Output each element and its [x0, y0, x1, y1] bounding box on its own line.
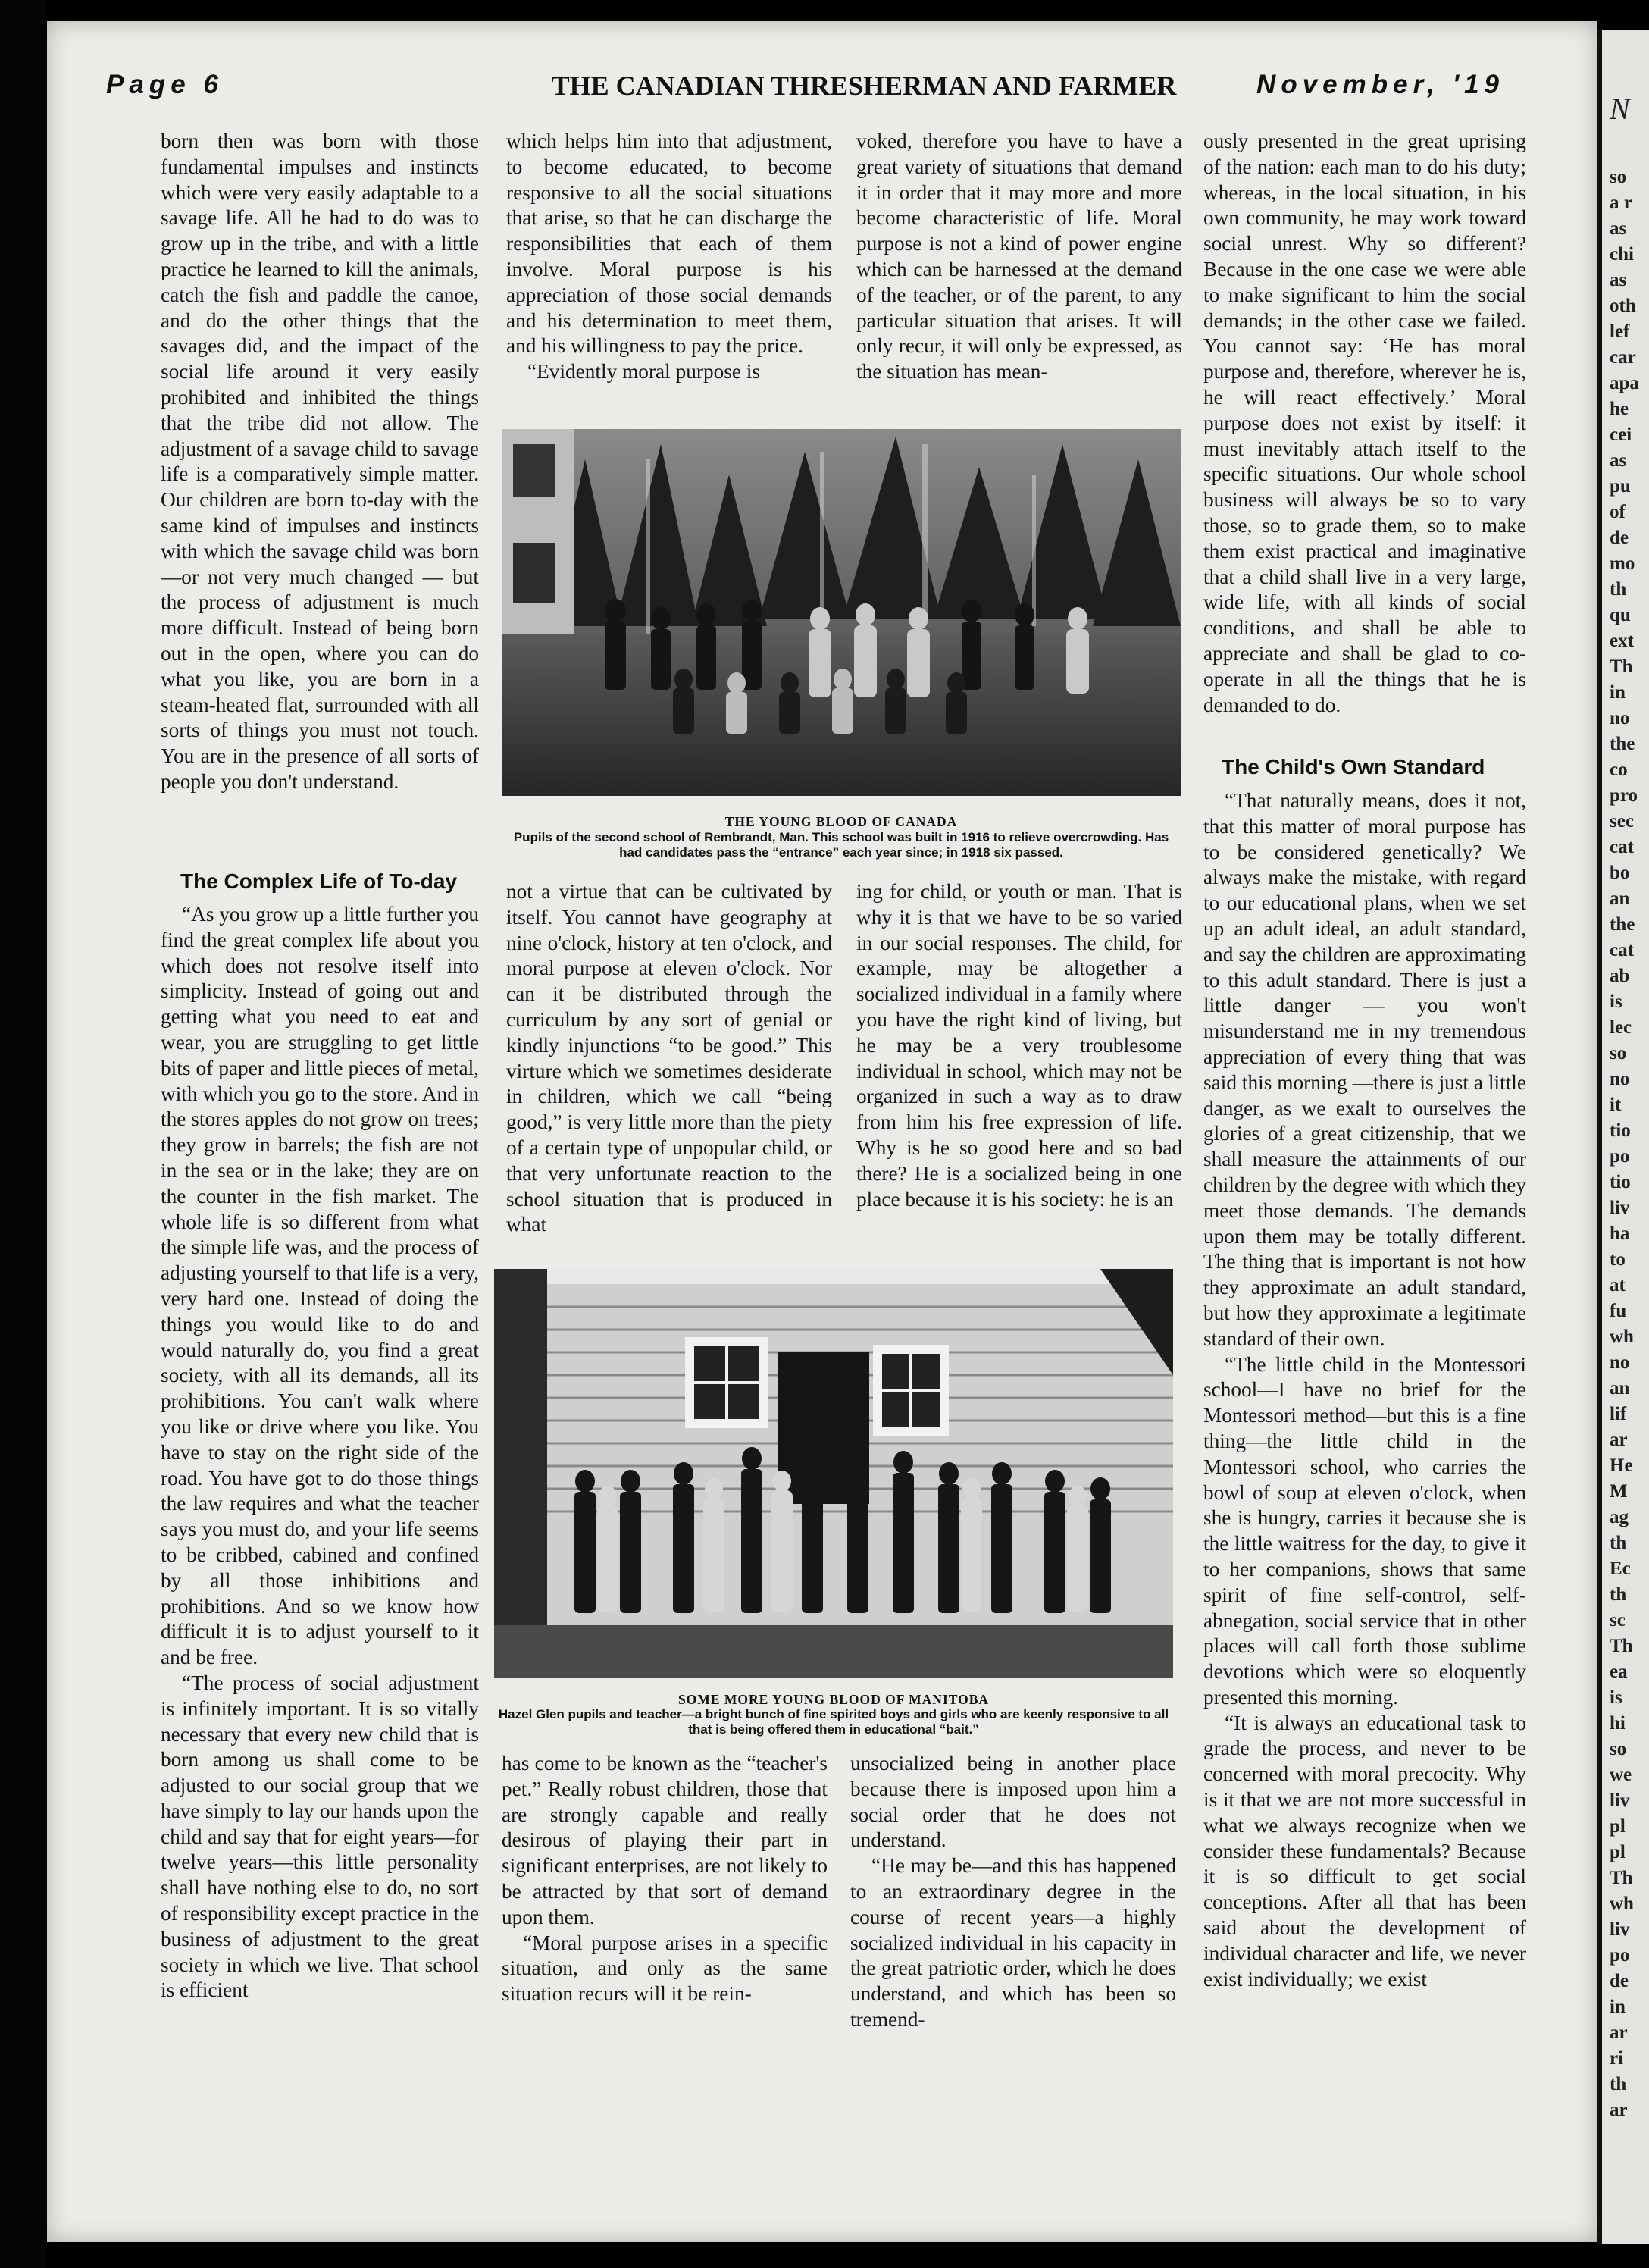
adjacent-page-fragment: lef: [1610, 321, 1630, 342]
column-1-bottom: [161, 902, 479, 2221]
adjacent-page-fragment: qu: [1610, 605, 1631, 625]
issue-date: November, '19: [1256, 70, 1504, 99]
photo-1-caption: Pupils of the second school of Rembrandt, Man. This school was built in 1916 to relieve overcrowding. Has had candidates pass the “entrance” each year since; in 1918 six passed.: [513, 830, 1169, 860]
paragraph: “That naturally means, does it not, that this matter of moral purpose has to be considered genetically? We always make the mistake, with regard to our educational plans, when we set up an adult ideal, an adult standard, and say the children are approximating to this adult standard. There is just a little danger — you won't misunderstand me in my tremendous appreciation of every thing that was said this morning —there is just a little danger, as we exalt to ourselves the glories of a great citizenship, that we shall measure the attainments of our children by the degree with which they meet those demands. The demands upon them may be totally different. The thing that is important is not how they approximate an adult standard, but how they approximate a legitimate standard of their own.: [1203, 789, 1526, 1350]
adjacent-page-fragment: apa: [1610, 373, 1639, 393]
adjacent-page-fragment: oth: [1610, 296, 1636, 316]
adjacent-page-fragment: in: [1610, 682, 1626, 703]
subheading: The Child's Own Standard: [1222, 755, 1485, 778]
adjacent-page-fragment: of: [1610, 502, 1626, 522]
paragraph: which helps him into that adjustment, to become educated, to become responsive to all the social situations that arise, so that he can discharge the responsibilities that each of them involve. Moral purpose is his appreciation of those social demands and his determination to meet them, and his willingness to pay the price.: [506, 130, 832, 358]
adjacent-page-fragment: chi: [1610, 244, 1634, 265]
paragraph: “Evidently moral purpose is: [527, 360, 761, 384]
column-3-top: [856, 129, 1182, 406]
adjacent-page-fragment: th: [1610, 1584, 1627, 1605]
scanner-border: [0, 0, 47, 2268]
adjacent-page-fragment: ab: [1610, 966, 1630, 986]
adjacent-page-edge: [1597, 30, 1649, 2244]
adjacent-page-fragment: He: [1610, 1455, 1633, 1476]
adjacent-page-fragment: he: [1610, 399, 1629, 419]
schoolhouse-photo: [494, 1269, 1173, 1678]
photo-illustration: [502, 429, 1181, 796]
adjacent-page-fragment: ha: [1610, 1223, 1630, 1244]
paragraph: “The process of social adjustment is infinitely important. It is so vitally necessary that every new child that is born among us shall come to be adjusted to our social group that we have simply to lay our hands upon the child and say that for eight years—for twelve years—this little personality shall have nothing else to do, no sort of responsibility except practice in the business of adjustment to the great society in which we live. That school is efficient: [161, 1671, 479, 2002]
adjacent-page-fragment: as: [1610, 218, 1627, 239]
adjacent-page-fragment: bo: [1610, 863, 1630, 883]
paragraph: “Moral purpose arises in a specific situation, and only as the same situation recurs will it be rein-: [502, 1931, 828, 2006]
adjacent-page-fragment: an: [1610, 888, 1630, 909]
paragraph: “It is always an educational task to grade the process, and never to be concerned with moral precocity. Why is it that we are not more successful in what we always recognize when we consider these fundamentals? Because it is so difficult to get social conceptions. After all that has been said about the development of individual character and life, we never exist individually; we exist: [1203, 1711, 1526, 1991]
adjacent-page-fragment: Th: [1610, 656, 1633, 677]
adjacent-page-fragment: is: [1610, 991, 1622, 1012]
column-4-top: [1203, 129, 1526, 740]
adjacent-page-fragment: th: [1610, 2074, 1627, 2094]
adjacent-page-fragment: lec: [1610, 1017, 1632, 1038]
adjacent-page-fragment: mo: [1610, 553, 1635, 574]
paragraph: ing for child, or youth or man. That is why it is that we have to be so varied in our social responses. The child, for example, may be altogether a socialized individual in a family where you have the right kind of living, but he may be a very troublesome individual in school, which may not be organized in such a way as to draw from him his free expression of life. Why is he so good here and so bad there? He is a socialized being in one place because it is his society: he is an: [856, 880, 1182, 1211]
adjacent-page-fragment: po: [1610, 1146, 1630, 1167]
adjacent-page-fragment: wh: [1610, 1894, 1634, 1914]
adjacent-page-fragment: pl: [1610, 1816, 1626, 1837]
adjacent-page-fragment: th: [1610, 579, 1627, 600]
adjacent-page-fragment: cei: [1610, 424, 1632, 445]
adjacent-page-fragment: in: [1610, 1997, 1626, 2017]
adjacent-page-fragment: lif: [1610, 1404, 1627, 1424]
paragraph: ously presented in the great uprising of the nation: each man to do his duty; whereas, in the local situation, in his own community, he may work toward social unrest. Why so different? Because in the one case we were able to make significant to him the social demands; in the other case we failed. You cannot say: ‘He has moral purpose and, therefore, wherever he is, he will react effectively.’ Moral purpose does not exist by itself: it must inevitably attach itself to the specific situations. Our whole school business will always be so to vary those, so to grade them, so to make them exist practical and imaginative that a child shall live in a very large, wide life, with all kinds of social conditions, and shall be able to appreciate and shall be glad to co-operate in all the things that he is demanded to do.: [1203, 130, 1526, 716]
page-header: [106, 67, 1546, 112]
adjacent-page-fragment: so: [1610, 1739, 1627, 1759]
adjacent-page-fragment: liv: [1610, 1790, 1630, 1811]
adjacent-page-fragment: no: [1610, 708, 1630, 728]
paragraph: unsocialized being in another place because there is imposed upon him a social order that he does not understand.: [850, 1752, 1176, 1852]
adjacent-page-fragment: pl: [1610, 1842, 1626, 1862]
adjacent-page-fragment: the: [1610, 914, 1635, 935]
photo-1-title: THE YOUNG BLOOD OF CANADA: [724, 814, 958, 829]
paragraph: “He may be—and this has happened to an extraordinary degree in the course of recent years—a highly socialized individual in his capacity in the great patriotic order, which he does understand, and which has been so tremend-: [850, 1854, 1176, 2031]
adjacent-page-fragment: N: [1610, 92, 1630, 126]
paragraph: voked, therefore you have to have a great variety of situations that demand it in order that it may more and more become characteristic of life. Moral purpose is not a kind of power engine which can be harnessed at the demand of the teacher, or of the parent, to any particular situation that arises. It will only recur, it will only be expressed, as the situation has mean-: [856, 130, 1182, 384]
column-2-middle: [506, 879, 832, 1261]
adjacent-page-fragment: the: [1610, 734, 1635, 754]
adjacent-page-fragment: is: [1610, 1687, 1622, 1708]
adjacent-page-fragment: it: [1610, 1095, 1622, 1115]
adjacent-page-fragment: no: [1610, 1352, 1630, 1373]
adjacent-page-fragment: sc: [1610, 1610, 1626, 1631]
adjacent-page-fragment: sec: [1610, 811, 1634, 832]
paragraph: not a virtue that can be cultivated by itself. You cannot have geography at nine o'clock, history at ten o'clock, and moral purpose at eleven o'clock. Nor can it be distributed through the curriculum by any sort of genial or kindly injunctions “to be good.” This virture which we sometimes desiderate in children, which we call “being good,” is very little more than the piety of a certain type of unpopular child, or that very unfortunate reaction to the school situation that is produced in what: [506, 880, 832, 1236]
adjacent-page-fragment: de: [1610, 528, 1629, 548]
photo-2-title: SOME MORE YOUNG BLOOD OF MANITOBA: [677, 1692, 990, 1707]
adjacent-page-fragment: no: [1610, 1069, 1630, 1089]
adjacent-page-fragment: at: [1610, 1275, 1626, 1295]
adjacent-page-fragment: ri: [1610, 2048, 1624, 2069]
adjacent-page-fragment: a r: [1610, 193, 1632, 213]
adjacent-page-fragment: as: [1610, 270, 1627, 290]
paragraph: has come to be known as the “teacher's pet.” Really robust children, those that are strongly capable and really desirous of playing their part in significant enterprises, are not likely to be attracted by that sort of demand upon them.: [502, 1752, 828, 1928]
paragraph: “The little child in the Montessori school—I have no brief for the Montessori method—but this is a fine thing—the little child in the Montessori school, who carries the bowl of soup at eleven o'clock, when she is hungry, carries it because she is the little waitress for the day, to give it to her companions, shows that same spirit of fine self-control, self-abnegation, social service that in other places will call forth those sublime devotions which were so eloquently presented this morning.: [1203, 1352, 1526, 1709]
adjacent-page-fragment: de: [1610, 1971, 1629, 1991]
adjacent-page-fragment: ag: [1610, 1507, 1629, 1527]
adjacent-page-fragment: so: [1610, 167, 1627, 187]
adjacent-page-fragment: we: [1610, 1765, 1632, 1785]
adjacent-page-fragment: cat: [1610, 940, 1634, 960]
adjacent-page-fragment: wh: [1610, 1327, 1634, 1347]
publication-title: THE CANADIAN THRESHERMAN AND FARMER: [551, 70, 1177, 101]
column-3-middle: [856, 879, 1182, 1261]
adjacent-page-fragment: liv: [1610, 1198, 1630, 1218]
adjacent-page-fragment: ext: [1610, 631, 1634, 651]
adjacent-page-fragment: hi: [1610, 1713, 1626, 1734]
column-2-bottom: [502, 1751, 828, 2221]
photo-illustration: [494, 1269, 1173, 1678]
adjacent-page-fragment: M: [1610, 1481, 1628, 1502]
adjacent-page-fragment: liv: [1610, 1919, 1630, 1940]
adjacent-page-fragment: so: [1610, 1043, 1627, 1064]
adjacent-page-fragment: cat: [1610, 837, 1634, 857]
adjacent-page-fragment: tio: [1610, 1120, 1631, 1141]
adjacent-page-fragment: pu: [1610, 476, 1631, 497]
adjacent-page-fragment: th: [1610, 1533, 1627, 1553]
adjacent-page-fragment: ea: [1610, 1662, 1628, 1682]
adjacent-page-fragment: tio: [1610, 1172, 1631, 1192]
adjacent-page-fragment: co: [1610, 760, 1628, 780]
adjacent-page-fragment: ar: [1610, 1430, 1628, 1450]
subheading: The Complex Life of To-day: [180, 869, 458, 893]
adjacent-page-fragment: fu: [1610, 1301, 1627, 1321]
adjacent-page-fragment: to: [1610, 1249, 1626, 1270]
column-2-top: [506, 129, 832, 406]
adjacent-page-fragment: an: [1610, 1378, 1630, 1399]
page-number: Page 6: [106, 70, 224, 99]
adjacent-page-fragment: ar: [1610, 2022, 1628, 2043]
adjacent-page-fragment: Th: [1610, 1636, 1633, 1656]
column-4-bottom: [1203, 788, 1526, 2221]
column-3-bottom: [850, 1751, 1176, 2221]
adjacent-page-fragment: ar: [1610, 2100, 1628, 2120]
adjacent-page-fragment: car: [1610, 347, 1636, 368]
adjacent-page-fragment: Th: [1610, 1868, 1633, 1888]
adjacent-page-fragment: pro: [1610, 785, 1638, 806]
column-1-top: [161, 129, 479, 847]
photo-2-caption: Hazel Glen pupils and teacher—a bright bunch of fine spirited boys and girls who are keenly responsive to all that is being offered them in educational “bait.”: [498, 1707, 1169, 1737]
paragraph: born then was born with those fundamental impulses and instincts which were very easily adaptable to a savage life. All he had to do was to grow up in the tribe, and with a little practice he learned to kill the animals, catch the fish and paddle the canoe, and do the other things that the savages did, and the impact of the social life around it very easily prohibited and inhibited the things that the tribe did not allow. The adjustment of a savage child to savage life is a comparatively simple matter. Our children are born to-day with the same kind of impulses and instincts with which the savage child was born—or not very much changed — but the process of adjustment is much more difficult. Instead of being born out in the open, where you can do what you like, you are born in a steam-heated flat, surrounded with all sorts of things you must not touch. You are in the presence of all sorts of people you don't understand.: [161, 130, 479, 793]
school-group-photo: [502, 429, 1181, 796]
adjacent-page-fragment: po: [1610, 1945, 1630, 1966]
adjacent-page-fragment: as: [1610, 450, 1627, 471]
adjacent-page-fragment: Ec: [1610, 1558, 1631, 1579]
paragraph: “As you grow up a little further you find the great complex life about you which does not resolve itself into simplicity. Instead of going out and getting what you need to eat and wear, you are struggling to get little bits of paper and little pieces of metal, with which you go to the store. And in the stores apples do not grow on trees; they grow in barrels; the fish are not in the sea or in the lake; they are on the counter in the fish market. The whole life is so different from what the simple life was, and the process of adjusting yourself to that life is a very, very hard one. Instead of doing the things you would like to do and would naturally do, you find a great society, with all its demands, all its prohibitions. You can't walk where you like or drive where you like. You have to stay on the right side of the road. You have got to do those things the law requires and what the teacher says you must do, and your life seems to be cribbed, cabined and confined by all those inhibitions and prohibitions. And so we know how difficult it is to adjust yourself to it and be free.: [161, 903, 479, 1669]
